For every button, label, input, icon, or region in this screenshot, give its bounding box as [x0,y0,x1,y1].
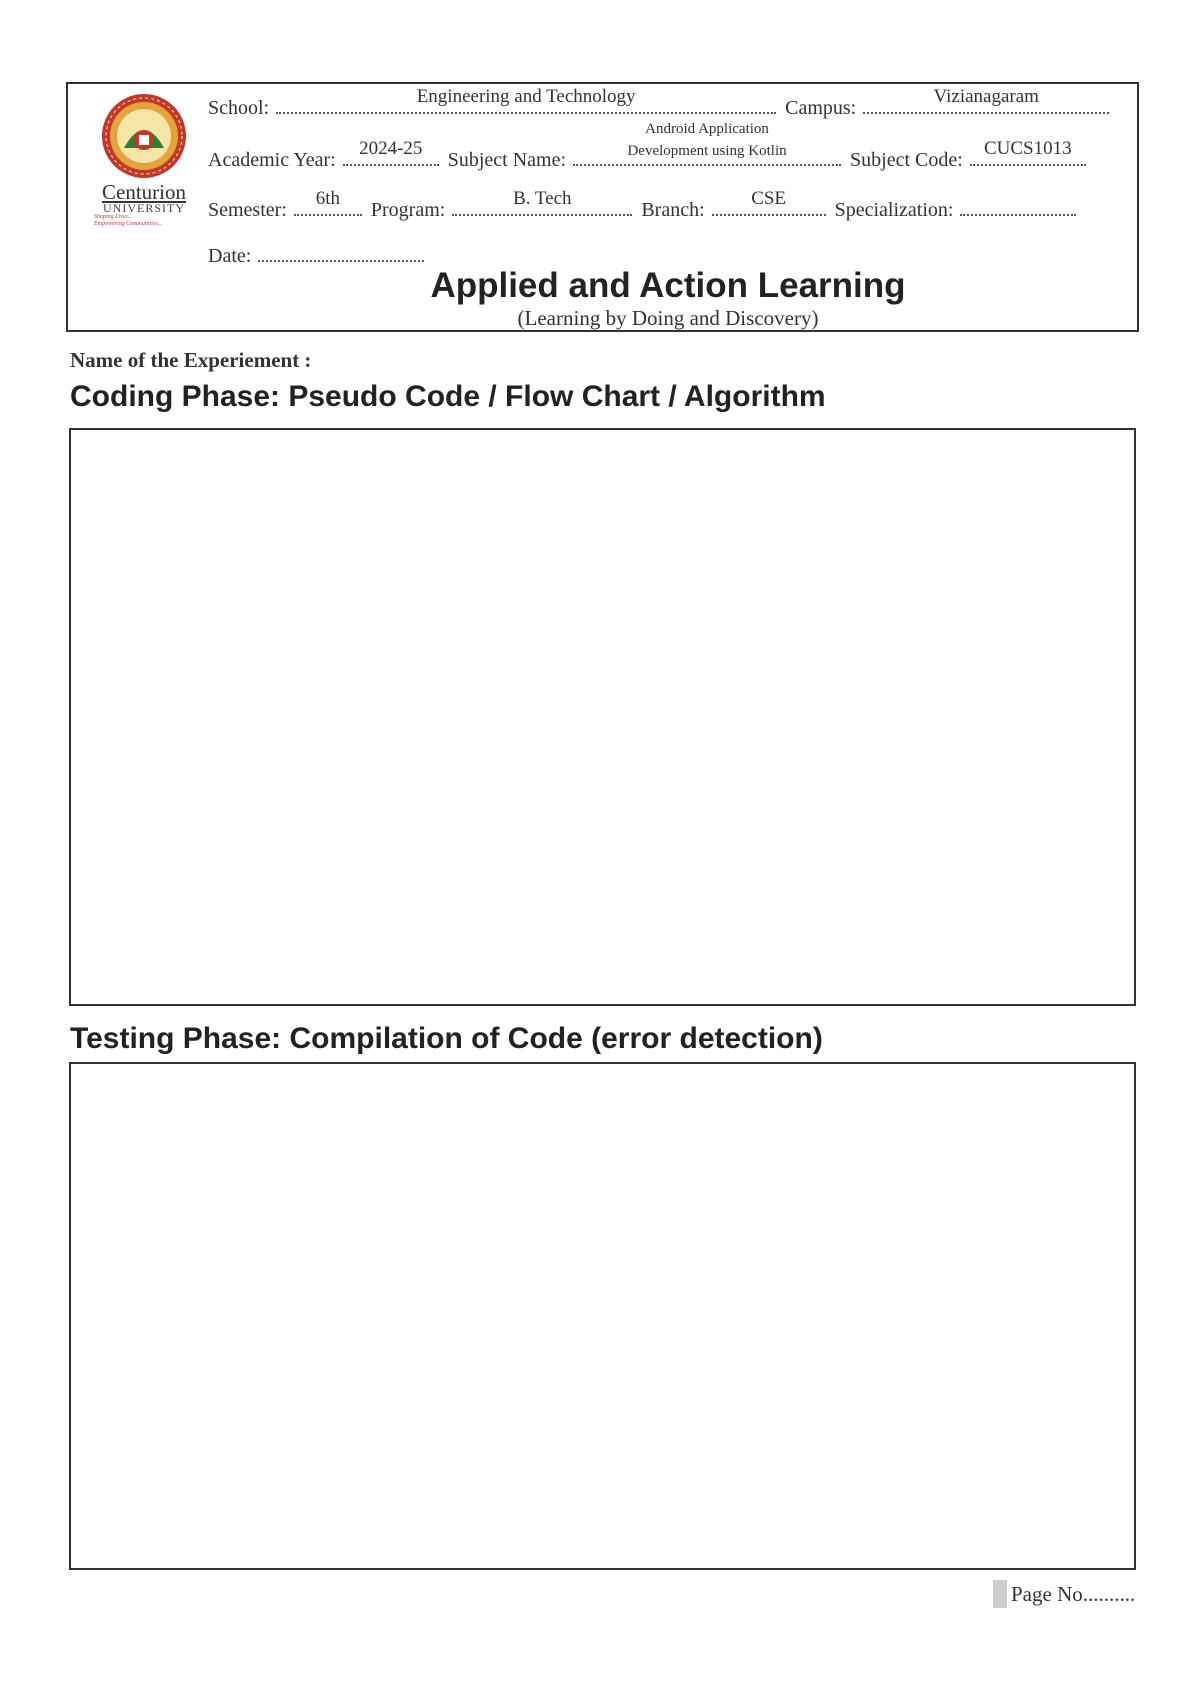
date-label: Date: [208,245,252,267]
university-logo [88,92,200,232]
specialization-field[interactable] [960,196,1076,216]
semester-label: Semester: [208,199,287,221]
academic-year-field[interactable] [343,138,439,166]
row-academic-subject [208,121,1090,172]
page-marker-icon [993,1580,1007,1608]
campus-label: Campus: [785,97,857,119]
campus-field[interactable] [863,86,1109,114]
branch-label: Branch: [641,199,705,221]
branch-value: CSE [751,188,787,209]
subject-name-line2: Development using Kotlin [627,143,787,159]
university-name: Centurion [102,180,186,204]
row-semester-program [208,188,1080,222]
semester-field[interactable] [294,188,362,216]
school-label: School: [208,97,270,119]
specialization-label: Specialization: [834,199,954,221]
coding-phase-box[interactable] [69,428,1136,1006]
row-school-campus [208,86,1113,120]
subject-name-label: Subject Name: [447,149,567,171]
row-date [208,242,428,268]
page-number [993,1580,1135,1608]
testing-phase-box[interactable] [69,1062,1136,1570]
school-value: Engineering and Technology [416,86,636,107]
semester-value: 6th [315,188,341,209]
school-field[interactable] [276,86,776,114]
academic-year-label: Academic Year: [208,149,336,171]
subject-name-field[interactable] [573,121,841,166]
experiment-name-label: Name of the Experiement : [70,348,312,372]
subject-code-label: Subject Code: [850,149,963,171]
testing-phase-heading: Testing Phase: Compilation of Code (error detection) [70,1022,823,1055]
header-box [66,82,1139,332]
page-title: Applied and Action Learning [430,266,906,305]
subject-name-line1: Android Application [645,121,769,137]
branch-field[interactable] [712,188,826,216]
coding-phase-heading: Coding Phase: Pseudo Code / Flow Chart / Algorithm [70,380,826,413]
program-label: Program: [370,199,446,221]
university-emblem-icon [100,92,188,180]
subject-code-field[interactable] [970,138,1086,166]
logo-tagline-1: Shaping Lives... [94,214,133,220]
campus-value: Vizianagaram [933,86,1039,107]
logo-tagline-2: Empowering Communities... [94,221,163,227]
university-word: UNIVERSITY [103,201,185,215]
program-field[interactable] [452,188,632,216]
page-number-text: Page No.......... [1011,1581,1136,1606]
academic-year-value: 2024-25 [359,138,423,159]
subject-code-value: CUCS1013 [983,138,1072,159]
page-subtitle: (Learning by Doing and Discovery) [517,306,819,330]
date-field[interactable] [258,242,424,262]
program-value: B. Tech [513,188,572,209]
